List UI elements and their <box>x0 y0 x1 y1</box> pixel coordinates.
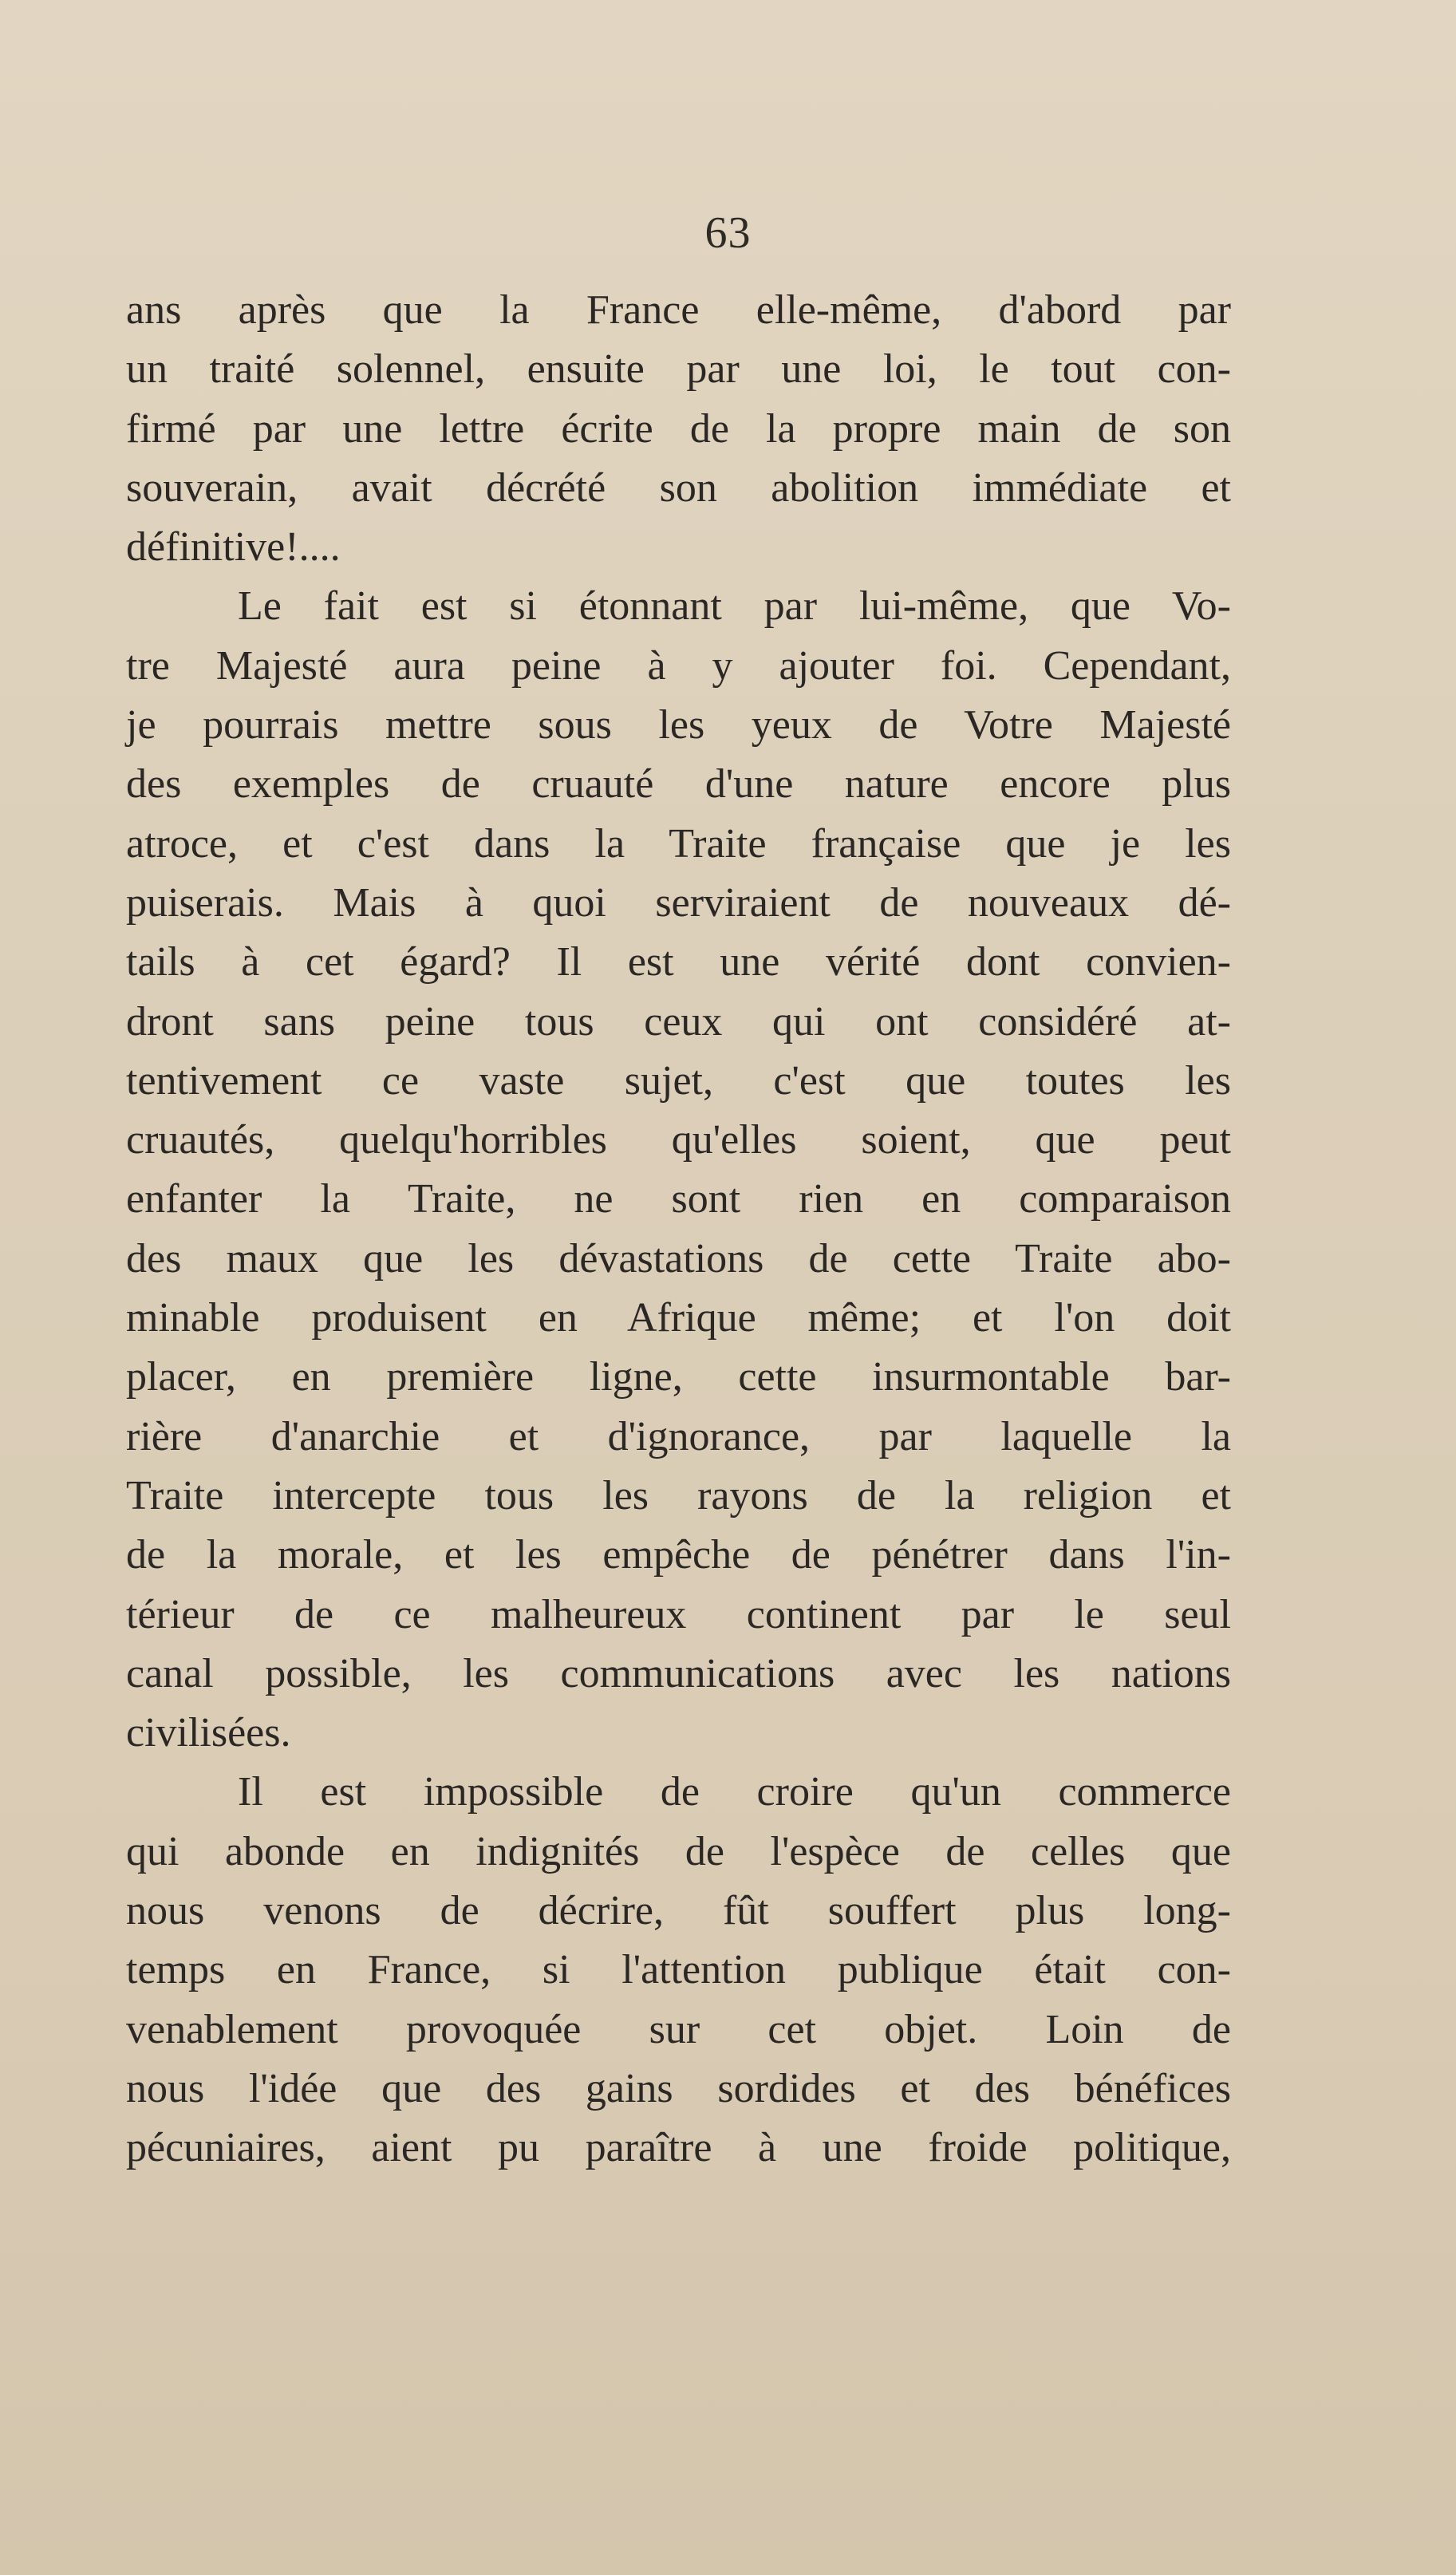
text-line: ans après que la France elle-même, d'abord par <box>126 287 1231 333</box>
text-line: canal possible, les communications avec les nations <box>126 1650 1231 1696</box>
text-line: enfanter la Traite, ne sont rien en comparaison <box>126 1176 1231 1222</box>
text-line: firmé par une lettre écrite de la propre main de son <box>126 405 1231 452</box>
text-line: souverain, avait décrété son abolition immédiate et <box>126 464 1231 511</box>
page-number: 63 <box>704 208 752 258</box>
text-line: nous venons de décrire, fût souffert plus long- <box>126 1888 1231 1934</box>
text-line: atroce, et c'est dans la Traite française que je les <box>126 820 1231 867</box>
text-line: nous l'idée que des gains sordides et des bénéfices <box>126 2065 1231 2111</box>
text-line: cruautés, quelqu'horribles qu'elles soient, que peut <box>126 1117 1231 1163</box>
text-line: puiserais. Mais à quoi serviraient de nouveaux dé- <box>126 879 1231 926</box>
text-line: civilisées. <box>126 1710 291 1756</box>
text-line: des maux que les dévastations de cette Traite abo- <box>126 1235 1231 1282</box>
text-line: dront sans peine tous ceux qui ont considéré at- <box>126 998 1231 1045</box>
text-line: qui abonde en indignités de l'espèce de celles que <box>126 1828 1231 1874</box>
text-line: des exemples de cruauté d'une nature encore plus <box>126 761 1231 808</box>
text-line: tails à cet égard? Il est une vérité dont convien- <box>126 939 1231 985</box>
text-line: térieur de ce malheureux continent par le seul <box>126 1591 1231 1637</box>
text-line: tentivement ce vaste sujet, c'est que toutes les <box>126 1057 1231 1104</box>
text-line: Le fait est si étonnant par lui-même, que Vo- <box>238 583 1231 630</box>
text-line: un traité solennel, ensuite par une loi, le tout con- <box>126 346 1231 393</box>
text-line: Traite intercepte tous les rayons de la religion et <box>126 1472 1231 1519</box>
text-line: pécuniaires, aient pu paraître à une froide politique, <box>126 2125 1231 2171</box>
text-line: Il est impossible de croire qu'un commerce <box>238 1769 1231 1815</box>
text-line: définitive!.... <box>126 524 341 571</box>
text-line: de la morale, et les empêche de pénétrer dans l'in- <box>126 1532 1231 1578</box>
text-line: je pourrais mettre sous les yeux de Votre Majesté <box>126 702 1231 748</box>
text-line: rière d'anarchie et d'ignorance, par laquelle la <box>126 1413 1231 1459</box>
text-line: venablement provoquée sur cet objet. Loin de <box>126 2006 1231 2052</box>
text-line: temps en France, si l'attention publique était con- <box>126 1947 1231 1993</box>
text-line: placer, en première ligne, cette insurmontable bar- <box>126 1354 1231 1400</box>
text-line: minable produisent en Afrique même; et l'on doit <box>126 1295 1231 1341</box>
body-text <box>126 281 1231 2178</box>
text-line: tre Majesté aura peine à y ajouter foi. Cependant, <box>126 642 1231 689</box>
